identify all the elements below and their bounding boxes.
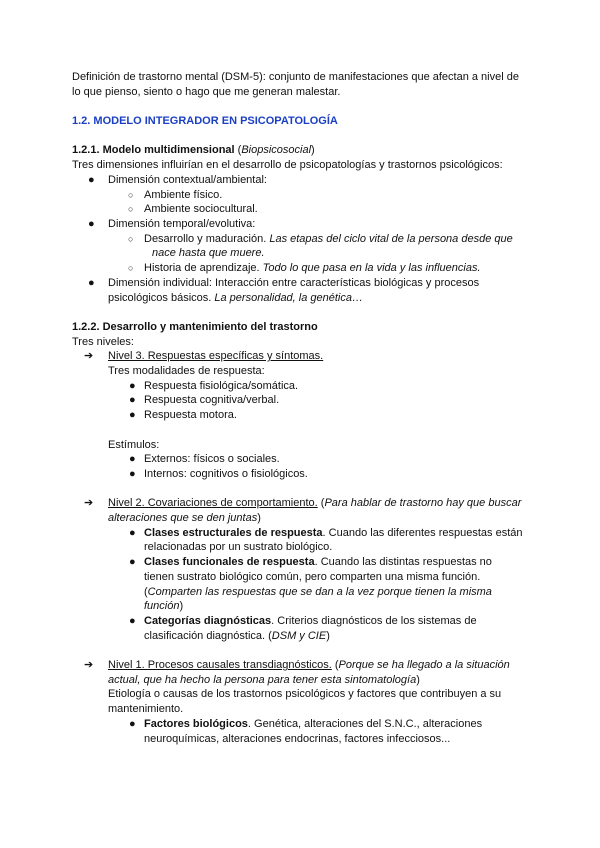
bullet-icon: ● [88, 276, 95, 289]
bullet-icon: ● [129, 717, 136, 730]
list-item-estimulo-1 [72, 452, 528, 467]
dim2-sub2-italic: Todo lo que pasa en la vida y las influencias. [262, 262, 481, 275]
nivel-3-modalidades: Tres modalidades de respuesta: [108, 365, 265, 378]
paren-open: ( [331, 659, 339, 672]
subsection-122-title: 1.2.2. Desarrollo y mantenimiento del trastorno [72, 320, 318, 333]
document-page [72, 70, 528, 746]
subsection-121-desc: Tres dimensiones influirían en el desarrollo de psicopatologías y trastornos psicológicos: [72, 159, 503, 172]
dim2-sub2-text: Historia de aprendizaje. [144, 262, 263, 275]
intro-line-2: lo que pienso, siento o hago que me generan malestar. [72, 85, 341, 98]
dim2-label: Dimensión temporal/evolutiva: [108, 218, 256, 230]
paren-close: ) [257, 512, 261, 525]
paren-open: ( [144, 585, 148, 598]
dim2-sub1-italic-b: nace hasta que muere. [152, 247, 265, 260]
section-title: 1.2. MODELO INTEGRADOR EN PSICOPATOLOGÍA [72, 115, 338, 128]
bullet-icon: ● [129, 409, 136, 422]
arrow-right-icon: ➔ [84, 497, 94, 510]
list-item-estimulo-2 [72, 467, 528, 482]
circle-bullet-icon: ○ [128, 233, 134, 244]
list-item-dim2-sub2 [72, 261, 528, 276]
factores-bold: Factores biológicos [144, 717, 248, 730]
list-item-clases-funcionales [72, 555, 528, 614]
list-item-respuesta-3 [72, 408, 528, 423]
list-item-dim1-sub1 [72, 188, 528, 203]
nivel-2-heading [72, 496, 528, 525]
arrow-right-icon: ➔ [84, 350, 94, 363]
categorias-bold: Categorías diagnósticas [144, 614, 272, 627]
subsection-122-desc: Tres niveles: [72, 335, 134, 348]
dim2-sub1-text: Desarrollo y maduración. [144, 232, 270, 245]
intro-line-1: Definición de trastorno mental (DSM-5): conjunto de manifestaciones que afectan a nivel de [72, 71, 519, 83]
list-item-respuesta-2 [72, 393, 528, 408]
paren-open: ( [234, 144, 242, 157]
categorias-line2-text: clasificación diagnóstica. ( [144, 629, 272, 642]
clases-estructurales-line2: relacionadas por un sustrato biológico. [144, 541, 333, 554]
nivel-2-italic-a: Para hablar de trastorno hay que buscar [324, 497, 522, 510]
nivel-3-label: Nivel 3. Respuestas específicas y síntomas. [108, 350, 324, 363]
clases-funcionales-rest: . Cuando las distintas respuestas no [314, 556, 492, 569]
clases-estructurales-rest: . Cuando las diferentes respuestas están [322, 526, 523, 539]
list-item-dim2-sub1 [72, 232, 528, 261]
factores-rest: . Genética, alteraciones del S.N.C., alteraciones [247, 717, 483, 730]
nivel-3-heading [72, 349, 528, 364]
dim1-sub1: Ambiente físico. [144, 188, 223, 201]
dim2-sub1-italic-a: Las etapas del ciclo vital de la persona desde que [269, 232, 513, 245]
clases-funcionales-bold: Clases funcionales de respuesta [144, 556, 315, 569]
etiologia-line2: mantenimiento. [108, 703, 184, 716]
list-item-dim3 [72, 276, 528, 305]
respuesta-2: Respuesta cognitiva/verbal. [144, 394, 280, 407]
intro-paragraph [72, 70, 528, 99]
clases-estructurales-bold: Clases estructurales de respuesta [144, 526, 323, 539]
paren-close: ) [416, 673, 420, 686]
factores-line2: neuroquímicas, alteraciones endocrinas, factores infecciosos... [144, 732, 451, 745]
list-item-clases-estructurales [72, 526, 528, 555]
paren-open: ( [317, 497, 325, 510]
clases-funcionales-line2: tienen sustrato biológico común, pero comparten una misma función. [144, 570, 481, 583]
dim3-line2-italic: La personalidad, la genética… [214, 291, 363, 304]
paren-close: ) [179, 600, 184, 613]
nivel-1-italic-b: actual, que ha hecho la persona para tener esta sintomatología [108, 673, 417, 686]
circle-bullet-icon: ○ [128, 189, 134, 200]
list-item-factores-biologicos [72, 717, 528, 746]
dim3-line2-text: psicológicos básicos. [108, 291, 215, 304]
subsection-121-title [72, 143, 528, 158]
list-item-dim1-sub2 [72, 202, 528, 217]
bullet-icon: ● [129, 614, 136, 627]
bullet-icon: ● [88, 173, 95, 186]
list-item-respuesta-1 [72, 379, 528, 394]
respuesta-1: Respuesta fisiológica/somática. [144, 379, 299, 392]
dim1-label: Dimensión contextual/ambiental: [108, 173, 267, 186]
dim1-sub2: Ambiente sociocultural. [144, 203, 258, 216]
bullet-icon: ● [129, 526, 136, 539]
categorias-line2-italic: DSM y CIE [271, 629, 327, 642]
etiologia-paragraph [72, 687, 528, 716]
respuesta-3: Respuesta motora. [144, 409, 237, 422]
etiologia-line1: Etiología o causas de los trastornos psicológicos y factores que contribuyen a su [108, 688, 502, 701]
estimulo-2: Internos: cognitivos o fisiológicos. [144, 467, 308, 480]
circle-bullet-icon: ○ [128, 204, 134, 215]
bullet-icon: ● [129, 453, 136, 466]
bullet-icon: ● [129, 467, 136, 480]
estimulo-1: Externos: físicos o sociales. [144, 453, 280, 466]
nivel-2-label: Nivel 2. Covariaciones de comportamiento. [108, 497, 318, 510]
circle-bullet-icon: ○ [128, 263, 134, 274]
clases-funcionales-line4: función [144, 600, 180, 613]
arrow-right-icon: ➔ [84, 659, 94, 672]
list-item-dim1 [72, 173, 528, 188]
subsection-121-title-text: 1.2.1. Modelo multidimensional [72, 144, 235, 157]
subsection-121-title-italic: Biopsicosocial [241, 144, 312, 157]
paren-close: ) [326, 629, 330, 642]
categorias-rest: . Criterios diagnósticos de los sistemas de [271, 614, 477, 627]
nivel-3-estimulos: Estímulos: [108, 438, 160, 451]
paren-close: ) [311, 144, 315, 157]
nivel-1-label: Nivel 1. Procesos causales transdiagnósticos. [108, 659, 332, 672]
nivel-2-italic-b: alteraciones que se den juntas [108, 512, 258, 525]
nivel-1-italic-a: Porque se ha llegado a la situación [338, 659, 510, 672]
dim3-line1: Dimensión individual: Interacción entre características biológicas y procesos [108, 276, 480, 289]
clases-funcionales-line3: Comparten las respuestas que se dan a la vez porque tienen la misma [147, 585, 492, 598]
bullet-icon: ● [129, 394, 136, 407]
bullet-icon: ● [88, 218, 95, 230]
bullet-icon: ● [129, 556, 136, 569]
list-item-categorias-diagnosticas [72, 614, 528, 643]
nivel-1-heading [72, 658, 528, 687]
bullet-icon: ● [129, 379, 136, 392]
list-item-dim2 [72, 217, 528, 232]
